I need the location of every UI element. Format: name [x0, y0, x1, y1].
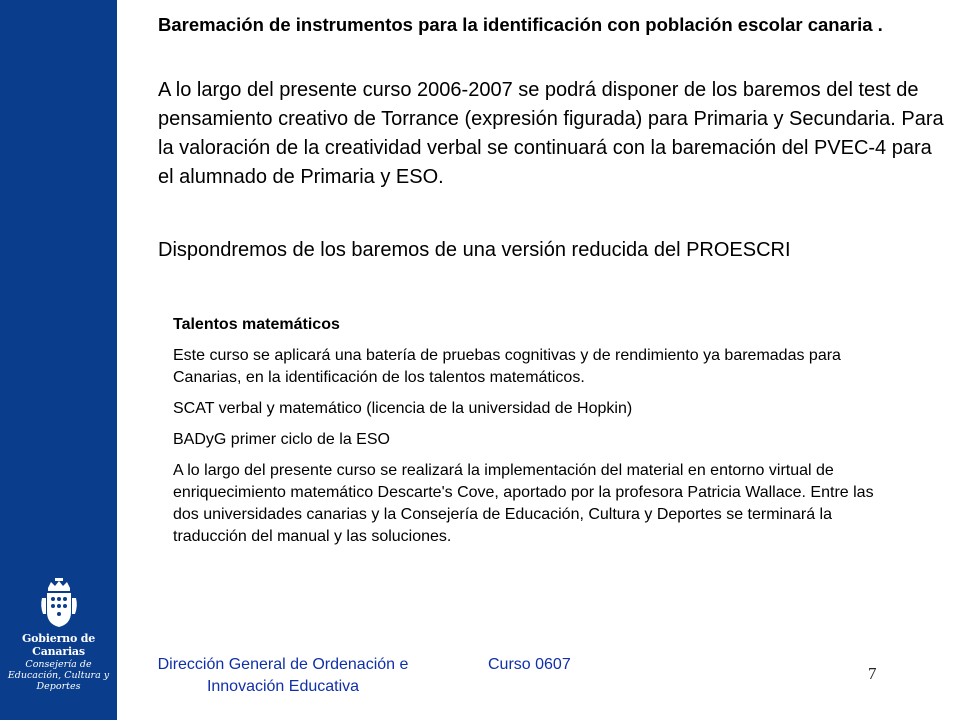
slide-heading: Baremación de instrumentos para la identificación con población escolar canaria .	[158, 14, 883, 35]
math-section-intro: Este curso se aplicará una batería de pruebas cognitivas y de rendimiento ya baremadas para Canarias, en la identificación de los talentos matemáticos.	[173, 347, 841, 386]
math-section-descartes: A lo largo del presente curso se realizará la implementación del material en entorno virtual de enriquecimiento matemático Descarte's Cove, aportado por la profesora Patricia Wallace. Entre las dos universidades canarias y la Consejería de Educación, Cultura y Deportes se terminará la traducción del manual y las soluciones.	[173, 462, 874, 545]
footer-organization: Dirección General de Ordenación e Innovación Educativa	[157, 656, 409, 695]
logo-subtitle: Consejería de Educación, Cultura y Deportes	[7, 659, 110, 692]
logo-title: Gobierno de Canarias	[21, 632, 96, 658]
math-talents-section	[173, 314, 903, 548]
math-section-badyg: BADyG primer ciclo de la ESO	[173, 431, 390, 448]
creativity-paragraph: A lo largo del presente curso 2006-2007 se podrá disponer de los baremos del test de pensamiento creativo de Torrance (expresión figurada) para Primaria y Secundaria. Para la valoración de la creatividad verbal se continuará con la baremación del PVEC-4 para el alumnado de Primaria y ESO.	[158, 79, 944, 188]
gobierno-canarias-logo	[0, 578, 117, 692]
sidebar-band	[0, 0, 117, 720]
proescri-paragraph: Dispondremos de los baremos de una versión reducida del PROESCRI	[158, 239, 791, 261]
math-section-scat: SCAT verbal y matemático (licencia de la universidad de Hopkin)	[173, 400, 633, 417]
footer-course: Curso 0607	[488, 656, 571, 673]
math-section-title: Talentos matemáticos	[173, 316, 340, 333]
coat-of-arms-icon	[39, 578, 79, 628]
page-number: 7	[868, 664, 877, 683]
